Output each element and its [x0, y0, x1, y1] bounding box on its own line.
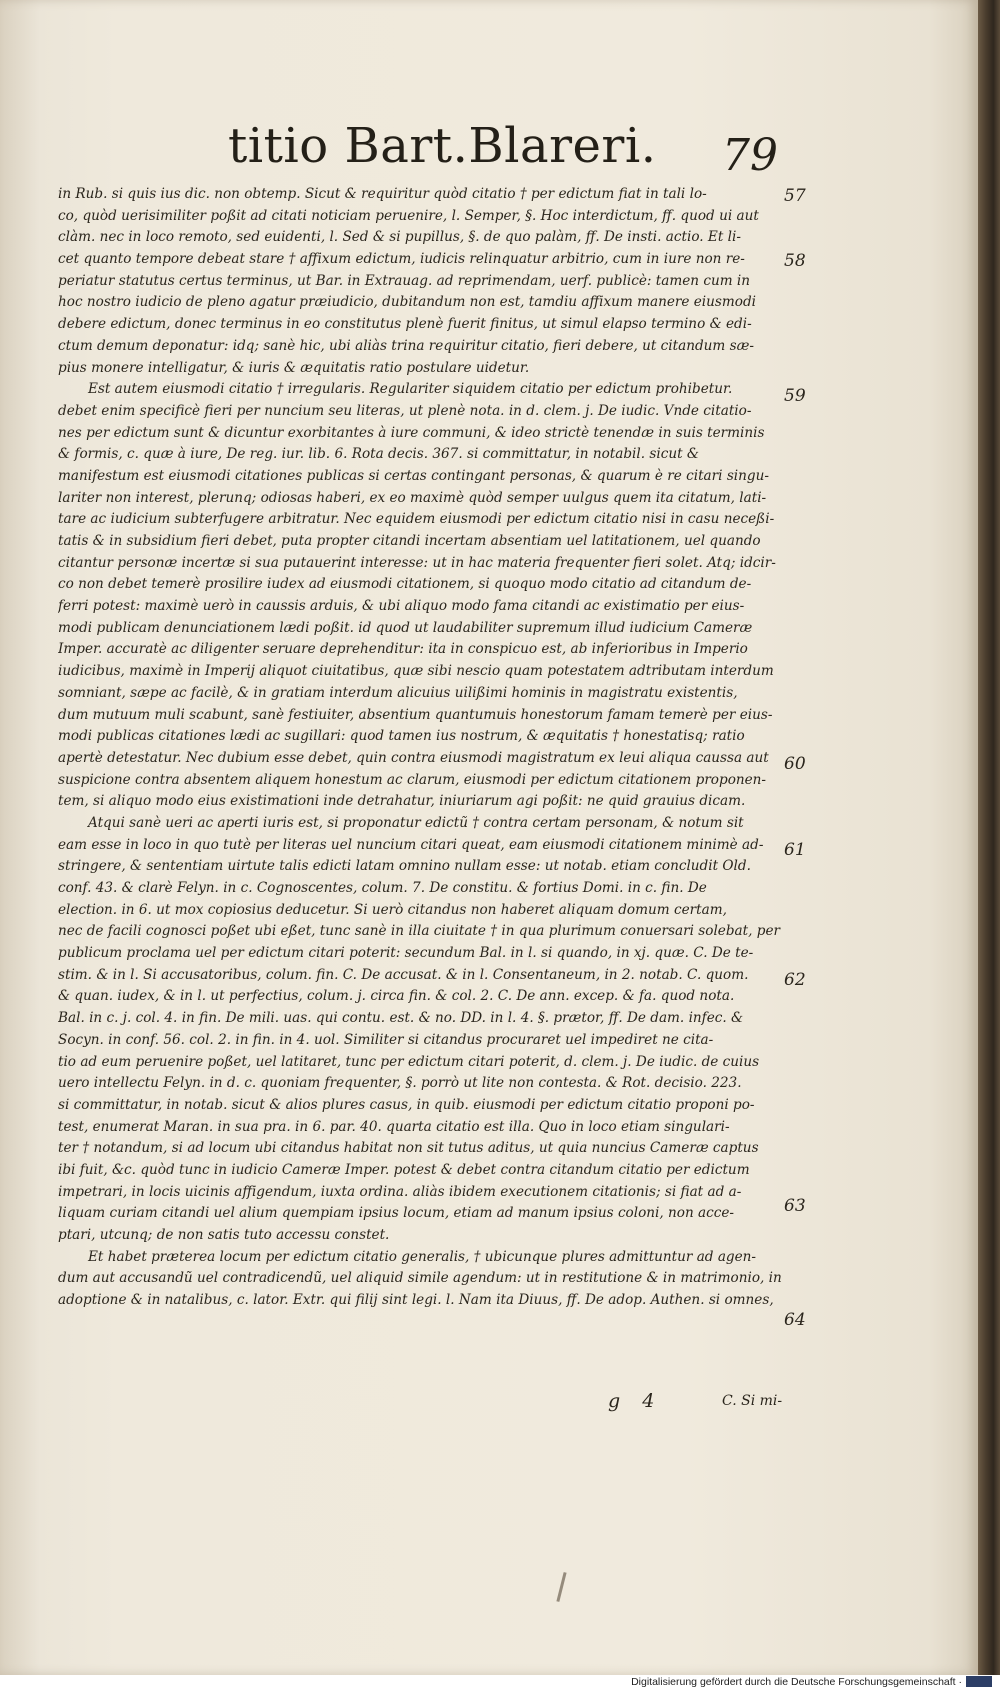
text-line: & quan. iudex, & in l. ut perfectius, colum. j. circa fin. & col. 2. C. De ann. excep. & fa. quod nota. [58, 988, 735, 1005]
text-line: uero intellectu Felyn. in d. c. quoniam frequenter, §. porrò ut lite non contesta. & Rot. decisio. 223. [58, 1075, 742, 1092]
text-line: impetrari, in locis uicinis affigendum, iuxta ordina. aliàs ibidem executionem citationis; si fiat ad a- [58, 1183, 742, 1200]
running-head: titio Bart.Blareri. [228, 118, 657, 174]
text-line: Socyn. in conf. 56. col. 2. in fin. in 4. uol. Similiter si citandus procuraret uel impediret ne cita- [58, 1031, 714, 1048]
text-line: nes per edictum sunt & dicuntur exorbitantes à iure communi, & ideo strictè tenendæ in suis terminis [58, 424, 765, 441]
signature-mark: g 4 [608, 1390, 663, 1412]
text-line: suspicione contra absentem aliquem honestum ac clarum, eiusmodi per edictum citationem proponen- [58, 771, 767, 788]
text-line: citantur personæ incertæ si sua putauerint interesse: ut in hac materia frequenter fieri solet. Atq; idcir- [58, 554, 776, 571]
text-line: pius monere intelligatur, & iuris & æquitatis ratio postulare uidetur. [58, 359, 530, 376]
text-line: manifestum est eiusmodi citationes publicas si certas contingant personas, & quarum è re citari singu- [58, 467, 769, 484]
text-line: modi publicam denunciationem lædi poßit. id quod ut laudabiliter supremum illud iudicium Cameræ [58, 619, 753, 636]
text-line: tatis & in subsidium fieri debet, puta propter citandi incertam absentiam uel latitationem, uel quando [58, 533, 761, 549]
main-text-block [58, 184, 783, 1312]
text-line: modi publicas citationes lædi ac sugillari: quod tamen ius nostrum, & æquitatis † honestatisq; ratio [58, 728, 745, 745]
footer-credit: Digitalisierung gefördert durch die Deutsche Forschungsgemeinschaft · [631, 1676, 962, 1688]
text-line: stringere, & sententiam uirtute talis edicti latam omnino nullam esse: ut notab. etiam concludit Old. [58, 858, 751, 875]
text-line: & formis, c. quæ à iure, De reg. iur. lib. 6. Rota decis. 367. si committatur, in notabil. sicut & [58, 446, 699, 463]
page-edge-shading [0, 0, 40, 1675]
text-line: Bal. in c. j. col. 4. in fin. De mili. uas. qui contu. est. & no. DD. in l. 4. §. prætor, ff. De dam. infec. & [58, 1010, 744, 1027]
text-line: election. in 6. ut mox copiosius deducetur. Si uerò citandus non haberet aliquam domum certam, [58, 901, 727, 918]
text-line: ctum demum deponatur: idq; sanè hic, ubi aliàs trina requiritur citatio, fieri debere, ut citandum sæ- [58, 337, 754, 354]
text-line: co, quòd uerisimiliter poßit ad citati noticiam peruenire, l. Semper, §. Hoc interdictum, ff. quod ui aut [58, 207, 759, 224]
text-line: publicum proclama uel per edictum citari poterit: secundum Bal. in l. si quando, in xj. quæ. C. De te- [58, 945, 754, 962]
text-line: apertè detestatur. Nec dubium esse debet, quin contra eiusmodi magistratum ex leui aliqua caussa aut [58, 749, 769, 766]
catchword: C. Si mi- [722, 1393, 783, 1409]
text-line: ferri potest: maximè uerò in caussis arduis, & ubi aliquo modo fama citandi ac existimatio per eius- [58, 598, 745, 615]
text-line: Imper. accuratè ac diligenter seruare deprehenditur: ita in conspicuo est, ab inferioribus in Imperio [58, 641, 748, 658]
text-line: stim. & in l. Si accusatoribus, colum. fin. C. De accusat. & in l. Consentaneum, in 2. notab. C. quom. [58, 966, 749, 983]
text-line: ibi fuit, &c. quòd tunc in iudicio Cameræ Imper. potest & debet contra citandum citatio per edictum [58, 1161, 750, 1178]
margin-number: 57 [784, 186, 806, 206]
text-line: hoc nostro iudicio de pleno agatur præiudicio, dubitandum non est, tamdiu affixum manere eiusmodi [58, 294, 757, 311]
text-line: somniant, sæpe ac facilè, & in gratiam interdum alicuius uilißimi hominis in magistratu existentis, [58, 684, 738, 701]
book-binding-edge [978, 0, 1000, 1675]
text-line: lariter non interest, plerunq; odiosas haberi, ex eo maximè quòd semper uulgus quem ita citatum, lati- [58, 489, 767, 506]
margin-number: 58 [784, 251, 806, 271]
text-line: dum mutuum muli scabunt, sanè festiuiter, absentium quantumuis honestorum famam temerè per eius- [58, 706, 773, 723]
text-line: Est autem eiusmodi citatio † irregularis. Regulariter siquidem citatio per edictum prohibetur. [88, 381, 733, 398]
dfg-logo-icon [966, 1676, 992, 1687]
margin-number: 62 [784, 970, 806, 990]
text-line: debet enim specificè fieri per nuncium seu literas, ut plenè nota. in d. clem. j. De iudic. Vnde citatio- [58, 402, 752, 419]
text-line: dum aut accusandũ uel contradicendũ, uel aliquid simile agendum: ut in restitutione & in matrimonio, in [58, 1270, 782, 1287]
text-line: ptari, utcunq; de non satis tuto accessu constet. [58, 1227, 390, 1243]
text-line: nec de facili cognosci poßet ubi eßet, tunc sanè in illa ciuitate † in qua plurimum conuersari solebat, per [58, 923, 781, 940]
text-line: co non debet temerè prosilire iudex ad eiusmodi citationem, si quoquo modo citatio ad citandum de- [58, 576, 752, 593]
text-line: tio ad eum peruenire poßet, uel latitaret, tunc per edictum citari poterit, d. clem. j. De iudic. de cuius [58, 1053, 760, 1070]
text-line: Atqui sanè ueri ac aperti iuris est, si proponatur edictũ † contra certam personam, & notum sit [88, 814, 744, 831]
text-line: iudicibus, maximè in Imperij aliquot ciuitatibus, quæ sibi nescio quam potestatem adtributam interdum [58, 663, 774, 680]
margin-number: 61 [784, 840, 806, 860]
text-line: tare ac iudicium subterfugere arbitratur. Nec equidem eiusmodi per edictum citatio nisi in casu neceßi- [58, 511, 775, 528]
text-line: test, enumerat Maran. in sua pra. in 6. par. 40. quarta citatio est illa. Quo in loco etiam singulari- [58, 1118, 730, 1135]
margin-number: 64 [784, 1310, 806, 1330]
text-line: adoptione & in natalibus, c. lator. Extr. qui filij sint legi. l. Nam ita Diuus, ff. De adop. Authen. si omnes, [58, 1292, 774, 1309]
text-line: si committatur, in notab. sicut & alios plures casus, in quib. eiusmodi per edictum citatio proponi po- [58, 1096, 755, 1113]
text-line: debere edictum, donec terminus in eo constitutus plenè fuerit finitus, ut simul elapso termino & edi- [58, 316, 752, 333]
text-line: clàm. nec in loco remoto, sed euidenti, l. Sed & si pupillus, §. de quo palàm, ff. De insti. actio. Et li- [58, 229, 741, 246]
margin-number: 59 [784, 386, 806, 406]
text-line: liquam curiam citandi uel alium quempiam ipsius locum, etiam ad manum ipsius coloni, non acce- [58, 1205, 734, 1222]
text-line: in Rub. si quis ius dic. non obtemp. Sicut & requiritur quòd citatio † per edictum fiat in tali lo- [58, 186, 707, 202]
text-line: tem, si aliquo modo eius existimationi inde detrahatur, iniuriarum agi poßit: ne quid grauius dicam. [58, 793, 746, 810]
text-line: periatur statutus certus terminus, ut Bar. in Extrauag. ad reprimendam, uerf. publicè: tamen cum in [58, 272, 751, 289]
text-line: conf. 43. & clarè Felyn. in c. Cognoscentes, colum. 7. De constitu. & fortius Domi. in c. fin. De [58, 880, 707, 896]
margin-number: 63 [784, 1196, 806, 1216]
margin-number: 60 [784, 754, 806, 774]
text-line: Et habet præterea locum per edictum citatio generalis, † ubicunque plures admittuntur ad agen- [88, 1248, 757, 1265]
text-line: ter † notandum, si ad locum ubi citandus habitat non sit tutus aditus, ut quia nuncius Cameræ captus [58, 1140, 759, 1157]
page-number: 79 [722, 130, 778, 181]
text-line: eam esse in loco in quo tutè per literas uel nuncium citari queat, eam eiusmodi citationem minimè ad- [58, 836, 764, 853]
text-line: cet quanto tempore debeat stare † affixum edictum, iudicis relinquatur arbitrio, cum in iure non re- [58, 251, 745, 268]
